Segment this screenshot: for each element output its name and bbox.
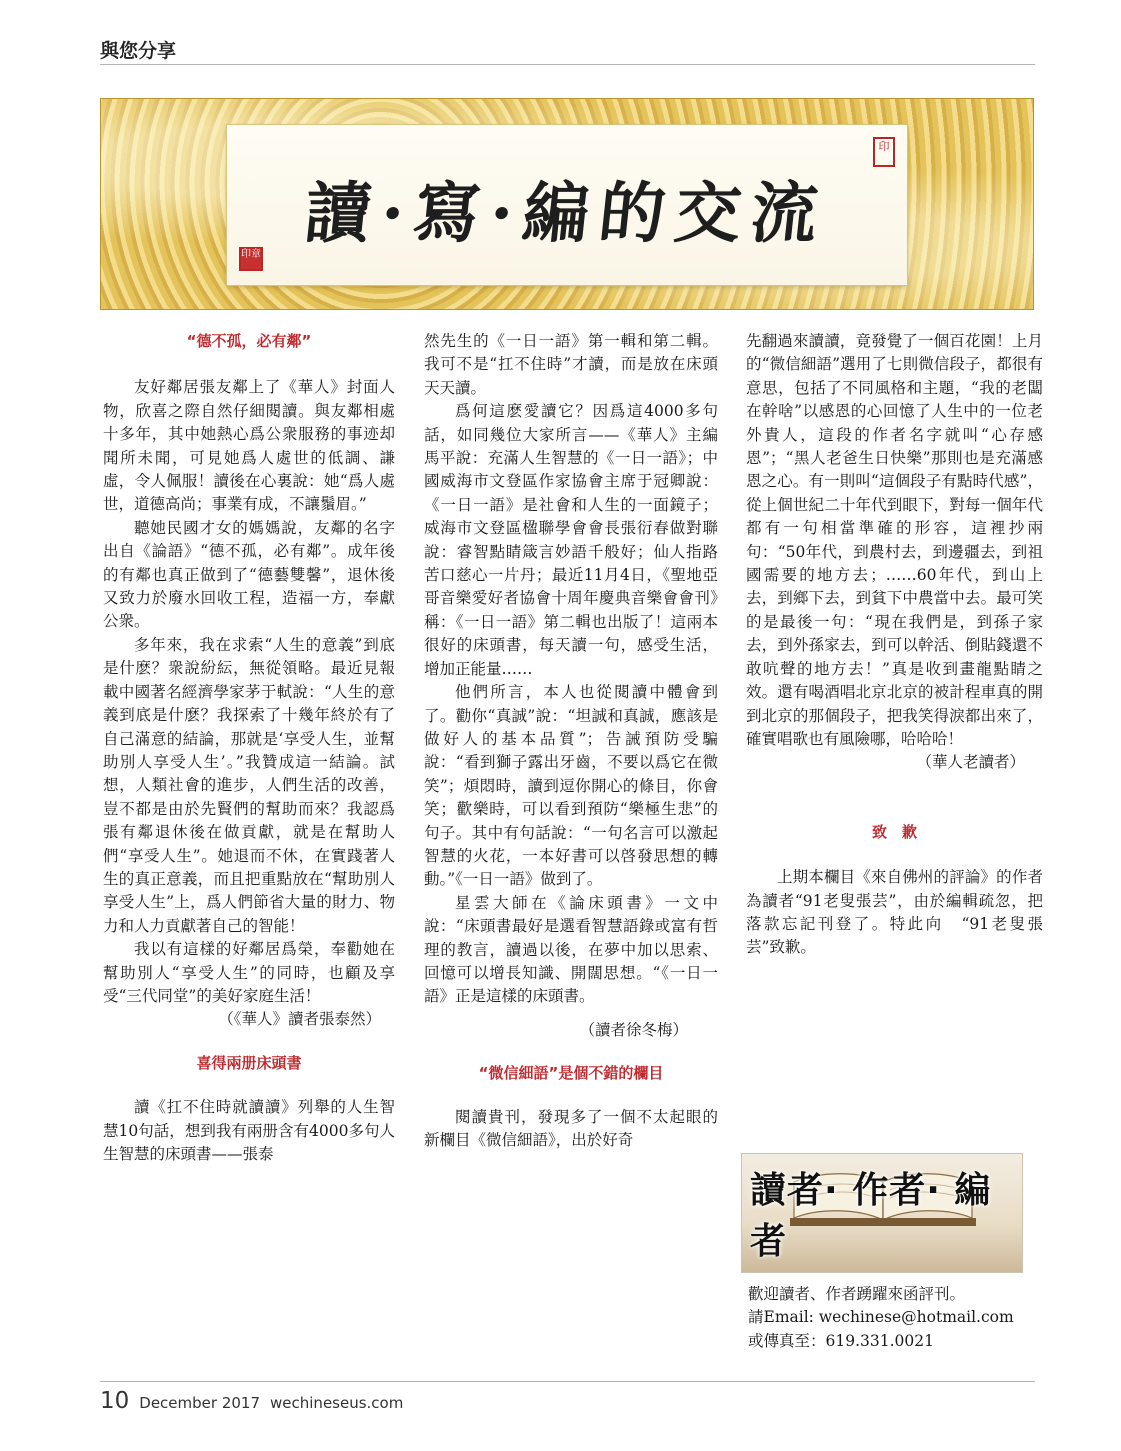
bottom-divider xyxy=(100,1381,1035,1382)
spacer xyxy=(424,1086,718,1106)
notice-paragraph: 上期本欄目《來自佛州的評論》的作者為讀者“91老叟張芸”，由於編輯疏忽，把落款忘記刊登了。特此向 “91老叟張芸”致歉。 xyxy=(746,868,1043,957)
page-number: 10 xyxy=(100,1388,130,1414)
spacer xyxy=(746,844,1043,866)
article-byline: （華人老讀者） xyxy=(916,753,1025,772)
spacer xyxy=(103,1032,395,1052)
article-paragraph: 他們所言，本人也從閱讀中體會到了。勸你“真誠”說：“坦誠和真誠，應該是做好人的基本品質”；告誡預防受騙說：“看到獅子露出牙齒，不要以爲它在微笑”；煩悶時，讀到逗你開心的條目，你會笑；歡樂時，可以看到預防“樂極生悲”的句子。其中有句話說：“一句名言可以激起智慧的火花，一本好書可以啓發思想的轉動。”《一日一語》做到了。 xyxy=(424,683,718,889)
banner-title: 讀·寫·編的交流 xyxy=(301,173,832,252)
article-paragraph: 多年來，我在求索“人生的意義”到底是什麽？衆說紛紜，無從領略。最近見報載中國著名經濟學家茅于軾說：“人生的意義到底是什麽？我探索了十幾年終於有了自己滿意的結論，那就是‘享受人生，並幫助別人享受人生’。”我贊成這一結論。試想，人類社會的進步，人們生活的改善，豈不都是由於先賢們的幫助而來？我認爲張有鄰退休後在做貢獻，就是在幫助人們“享受人生”。她退而不休，在實踐著人生的真正意義，而且把重點放在“幫助別人享受人生”上，爲人們節省大量的財力、物力和人力貢獻著自己的智能！ xyxy=(103,635,395,935)
article-column-1 xyxy=(103,330,395,1166)
readers-writers-editors-banner xyxy=(741,1153,1023,1273)
article-paragraph: 星雲大師在《論床頭書》一文中說：“床頭書最好是選看智慧語錄或富有哲理的教言，讀過以後，在夢中加以思索、回憶可以增長知識、開闊思想。“《一日一語》正是這樣的床頭書。 xyxy=(424,893,718,1006)
seal-stamp-icon: 印 xyxy=(873,137,895,167)
article-heading: 喜得兩册床頭書 xyxy=(196,1053,302,1072)
banner xyxy=(100,98,1034,310)
page-footer xyxy=(100,1388,403,1414)
contact-info xyxy=(748,1283,1014,1353)
article-paragraph: 讀《扛不住時就讀讀》列舉的人生智慧10句話，想到我有兩册含有4000多句人生智慧的床頭書——張泰 xyxy=(103,1098,395,1163)
spacer xyxy=(103,1075,395,1096)
article-paragraph: 閱讀貴刊，發現多了一個不太起眼的新欄目《微信細語》，出於好奇 xyxy=(424,1107,718,1149)
notice-heading: 致 歉 xyxy=(871,822,917,841)
spacer xyxy=(103,353,395,376)
section-title: 與您分享 xyxy=(100,40,177,62)
article-paragraph: 我以有這樣的好鄰居爲榮，奉勸她在幫助別人“享受人生”的同時，也顧及享受“三代同堂”的美好家庭生活！ xyxy=(103,940,395,1005)
article-heading: “德不孤，必有鄰” xyxy=(186,332,312,350)
article-paragraph: 友好鄰居張友鄰上了《華人》封面人物，欣喜之際自然仔細閱讀。與友鄰相處十多年，其中她熱心爲公衆服務的事迹却聞所未聞，可見她爲人處世的低調、謙虛，令人佩服！讀後在心裏說：她“爲人處世，道德高尚；事業有成，不讓鬚眉。” xyxy=(103,378,395,514)
contact-email: 請Email: wechinese@hotmail.com xyxy=(748,1308,1014,1327)
contact-fax: 或傳真至：619.331.0021 xyxy=(748,1331,934,1350)
article-column-2 xyxy=(424,330,718,1152)
article-byline: （讀者徐冬梅） xyxy=(579,1020,688,1039)
spacer xyxy=(424,1042,718,1062)
article-paragraph: 先翻過來讀讀，竟發覺了一個百花園！上月的“微信細語”選用了七則微信段子，都很有意思，包括了不同風格和主題，“我的老闆在幹啥”以感恩的心回憶了人生中的一位老外貴人，這段的作者名字就叫“心存感恩”；“黑人老爸生日快樂”那則也是充滿感恩之心。有一則叫“這個段子有點時代感”，從上個世紀二十年代到眼下，對每一個年代都有一句相當準確的形容，這裡抄兩句：“50年代，到農村去，到邊疆去，到祖國需要的地方去；……60年代，到山上去，到鄉下去，到貧下中農當中去。最可笑的是最後一句：“現在我們是，到孫子家去，到外孫家去，到可以幹活、倒貼錢還不敢吭聲的地方去！”真是收到畫龍點睛之效。還有喝酒唱北京北京的被計程車真的開到北京的那個段子，把我笑得淚都出來了，確實唱歌也有風險哪，哈哈哈！ xyxy=(746,332,1043,748)
article-paragraph: 爲何這麽愛讀它？因爲這4000多句話，如同幾位大家所言——《華人》主編馬平說：充滿人生智慧的《一日一語》；中國威海市文登區作家協會主席于冠卿說：《一日一語》是社會和人生的一面鏡子；威海市文登區楹聯學會會長張衍春做對聯說：睿智點睛箴言妙語千般好；仙人指路苦口慈心一片丹；最近11月4日，《聖地亞哥音樂愛好者協會十周年慶典音樂會會刊》稱：《一日一語》第二輯也出版了！這兩本很好的床頭書，每天讀一句，感受生活，增加正能量…… xyxy=(424,402,718,678)
promo-title: 讀者· 作者· 編者 xyxy=(750,1170,992,1262)
website-link[interactable]: wechineseus.com xyxy=(270,1394,404,1412)
contact-line: 歡迎讀者、作者踴躍來函評刊。 xyxy=(748,1285,966,1303)
article-byline: （《華人》讀者張泰然） xyxy=(218,1010,381,1029)
article-column-3 xyxy=(746,330,1043,960)
top-divider xyxy=(100,64,1035,65)
issue-date: December 2017 xyxy=(139,1394,261,1412)
article-heading: “微信細語”是個不錯的欄目 xyxy=(478,1064,664,1083)
seal-stamp-icon: 印章 xyxy=(239,247,263,271)
spacer xyxy=(746,775,1043,821)
article-paragraph: 聽她民國才女的媽媽說，友鄰的名字出自《論語》“德不孤，必有鄰”。成年後的有鄰也真正做到了“德藝雙馨”，退休後又致力於廢水回收工程，造福一方，奉獻公衆。 xyxy=(103,518,395,631)
spacer xyxy=(424,1009,718,1019)
banner-scroll xyxy=(227,125,907,285)
article-paragraph: 然先生的《一日一語》第一輯和第二輯。我可不是“扛不住時”才讀，而是放在床頭天天讀。 xyxy=(424,332,718,397)
